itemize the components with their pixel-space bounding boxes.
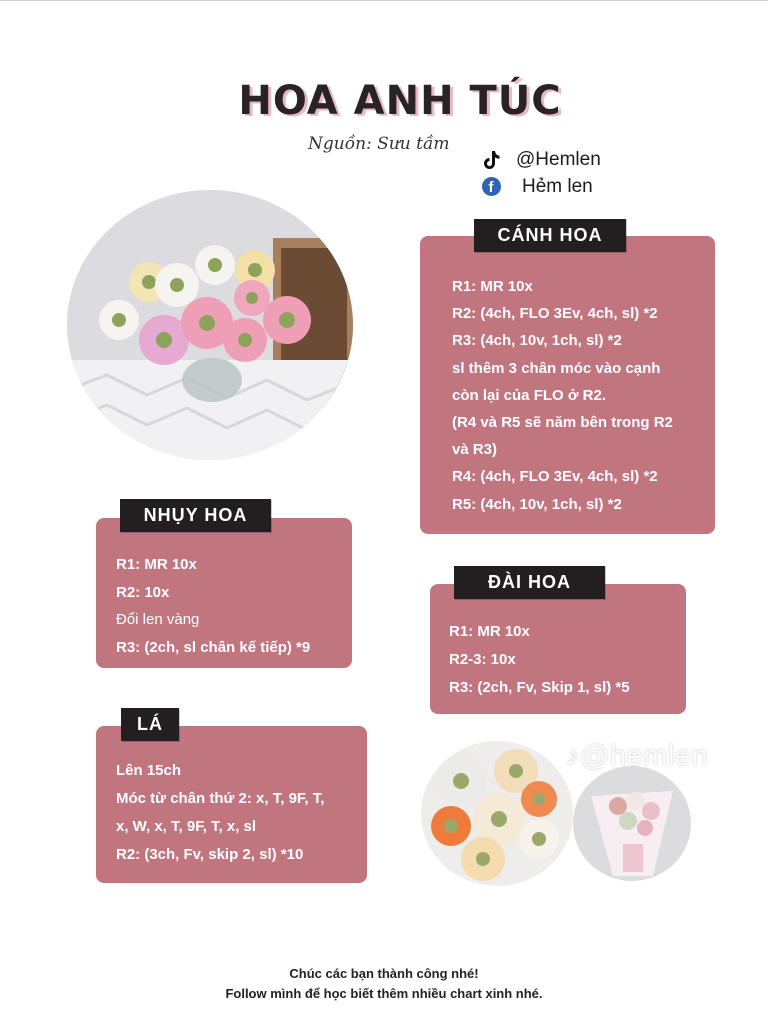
- step-line: R1: MR 10x: [449, 623, 530, 640]
- tiktok-handle: @Hemlen: [516, 148, 601, 170]
- step-line: và R3): [452, 441, 498, 459]
- watermark-handle: ♪@hemlen: [565, 740, 709, 772]
- petal-section-heading: CÁNH HOA: [474, 219, 626, 252]
- step-line: R2-3: 10x: [449, 651, 516, 668]
- step-line: Móc từ chân thứ 2: x, T, 9F, T,: [116, 790, 325, 807]
- footer-line-1: Chúc các bạn thành công nhé!: [289, 966, 479, 981]
- step-line: R3: (4ch, 10v, 1ch, sl) *2: [452, 332, 622, 350]
- tiktok-link[interactable]: [480, 146, 601, 173]
- step-line: R3: (2ch, sl chân kế tiếp) *9: [116, 638, 311, 656]
- step-line: (R4 và R5 sẽ năm bên trong R2: [452, 414, 673, 432]
- step-line: R2: 10x: [116, 583, 170, 601]
- step-line: R1: MR 10x: [116, 556, 197, 573]
- step-line: Lên 15ch: [116, 762, 182, 779]
- sepal-section-steps: [449, 618, 630, 702]
- stamen-section-heading: NHỤY HOA: [120, 499, 271, 532]
- leaf-section-steps: [116, 757, 324, 869]
- facebook-icon: f: [480, 176, 502, 198]
- orange-poppies-photo: [421, 741, 573, 886]
- social-links: [480, 146, 601, 200]
- wrapped-bouquet-photo: [573, 766, 691, 881]
- leaf-section-heading: LÁ: [121, 708, 179, 741]
- top-border: [0, 0, 768, 1]
- step-line: R2: (4ch, FLO 3Ev, 4ch, sl) *2: [452, 305, 658, 323]
- stamen-section-steps: [116, 551, 310, 661]
- step-line: R3: (2ch, Fv, Skip 1, sl) *5: [449, 679, 630, 696]
- page-title: HOA ANH TÚC: [238, 78, 562, 124]
- step-line: sl thêm 3 chân móc vào cạnh: [452, 359, 661, 377]
- step-line: R1: MR 10x: [452, 278, 533, 295]
- tiktok-icon: [480, 149, 502, 171]
- bouquet-photo: [67, 190, 353, 460]
- sepal-section-heading: ĐÀI HOA: [454, 566, 605, 599]
- step-line: Đổi len vàng: [116, 611, 200, 628]
- step-line: R5: (4ch, 10v, 1ch, sl) *2: [452, 495, 622, 513]
- source-credit: Nguồn: Sưu tầm: [308, 134, 450, 154]
- facebook-link[interactable]: [480, 173, 601, 200]
- footer-line-2: Follow mình để học biết thêm nhiều chart xinh nhé.: [225, 986, 543, 1001]
- step-line: R4: (4ch, FLO 3Ev, 4ch, sl) *2: [452, 468, 658, 486]
- step-line: còn lại của FLO ở R2.: [452, 386, 607, 404]
- facebook-name: Hẻm len: [522, 175, 593, 197]
- petal-section-steps: [452, 273, 673, 518]
- step-line: R2: (3ch, Fv, skip 2, sl) *10: [116, 846, 304, 863]
- step-line: x, W, x, T, 9F, T, x, sl: [116, 818, 257, 835]
- tiktok-icon: ♪: [565, 740, 580, 772]
